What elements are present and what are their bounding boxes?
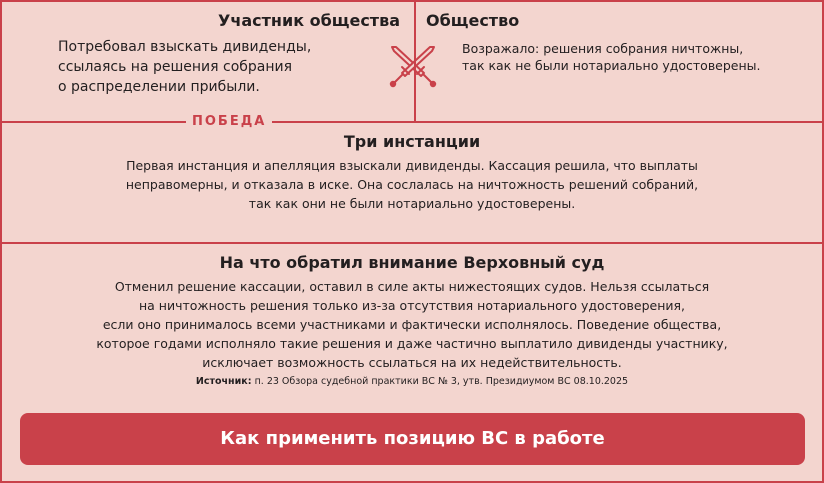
parties-row [2, 2, 822, 121]
column-divider [414, 2, 416, 121]
company-objection [462, 40, 792, 74]
supreme-court-text-line: исключает возможность ссылаться на их недействительность. [202, 355, 622, 370]
participant-claim-line: Потребовал взыскать дивиденды, [58, 39, 312, 55]
victory-badge: ПОБЕДА [186, 113, 272, 131]
crossed-swords-icon [386, 43, 440, 89]
instances-text-line: так как они не были нотариально удостоверены. [248, 196, 576, 211]
apply-position-button[interactable]: Как применить позицию ВС в работе [20, 413, 805, 465]
supreme-court-text-line: которое годами исполняло такие решения и даже частично выплатило дивиденды участнику, [96, 336, 728, 351]
source-label: Источник: [195, 376, 252, 387]
supreme-court-title: На что обратил внимание Верховный суд [219, 253, 605, 272]
participant-claim-line: о распределении прибыли. [58, 79, 260, 95]
instances-title: Три инстанции [343, 132, 481, 151]
company-objection-line: так как не были нотариально удостоверены. [462, 58, 761, 73]
instances-text [42, 156, 782, 213]
section-divider [2, 121, 822, 123]
supreme-court-text-line: на ничтожность решения только из-за отсутствия нотариального удостоверения, [139, 298, 685, 313]
participant-title: Участник общества [218, 11, 400, 30]
section-divider [2, 242, 822, 244]
company-objection-line: Возражало: решения собрания ничтожны, [462, 41, 744, 56]
participant-claim [58, 37, 358, 97]
participant-claim-line: ссылаясь на решения собрания [58, 59, 293, 75]
company-title: Общество [426, 11, 520, 30]
source-text: п. 23 Обзора судебной практики ВС № 3, утв. Президиумом ВС 08.10.2025 [254, 376, 629, 387]
instances-text-line: неправомерны, и отказала в иске. Она сослалась на ничтожность решений собраний, [125, 177, 699, 192]
supreme-court-text-line: если оно принималось всеми участниками и фактически исполнялось. Поведение общества, [102, 317, 722, 332]
instances-text-line: Первая инстанция и апелляция взыскали дивиденды. Кассация решила, что выплаты [126, 158, 698, 173]
source-citation [2, 376, 822, 387]
supreme-court-text-line: Отменил решение кассации, оставил в силе акты нижестоящих судов. Нельзя ссылаться [114, 279, 710, 294]
supreme-court-text [42, 277, 782, 372]
